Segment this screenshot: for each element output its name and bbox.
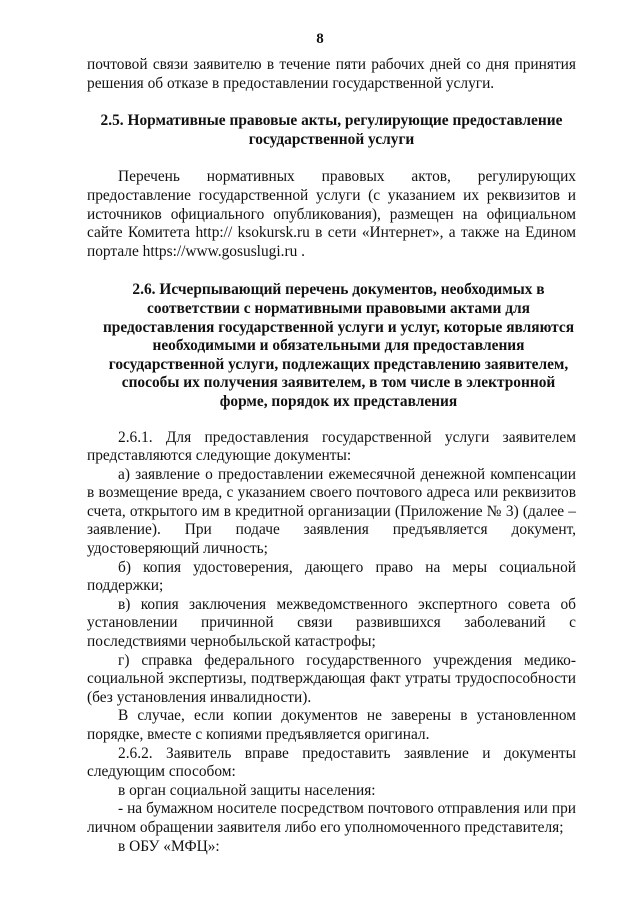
line-social-protection-organ: в орган социальной защиты населения: xyxy=(118,781,376,799)
section-heading-2-5: 2.5. Нормативные правовые акты, регулирующие предоставление государственной услуги xyxy=(100,112,563,148)
line-mfc: в ОБУ «МФЦ»: xyxy=(118,837,220,855)
paragraph-continuation: почтовой связи заявителю в течение пяти рабочих дней со дня принятия решения об отказе в предоставлении государственной услуги. xyxy=(87,56,576,92)
list-item-g: г) справка федерального государственного учреждения медико-социальной экспертизы, подтверждающая факт утраты трудоспособности (без установления инвалидности). xyxy=(87,651,576,706)
section-heading-2-6: 2.6. Исчерпывающий перечень документов, необходимых в соответствии с нормативными правовыми актами для предоставления государственной услуги и услуг, которые являются необходимыми и обязательными для предоставления государственной услуги, подлежащих представлению заявителем, способы их получения заявителем, в том числе в электронной форме, порядок их представления xyxy=(102,281,575,410)
paragraph-2-6-1: 2.6.1. Для предоставления государственной услуги заявителем представляются следующие документы: xyxy=(87,428,576,465)
page-number: 8 xyxy=(316,31,324,47)
paragraph-2-5: Перечень нормативных правовых актов, регулирующих предоставление государственной услуги (с указанием их реквизитов и источников официального опубликования), размещен на официальном сайте Комитета http:// ksokursk.ru в сети «Интернет», а также на Едином портале https://www.gosuslugi.ru . xyxy=(87,168,576,260)
list-item-a: а) заявление о предоставлении ежемесячной денежной компенсации в возмещение вреда, с указанием своего почтового адреса или реквизитов счета, открытого им в кредитной организации (Приложение № 3) (далее – заявление). При подаче заявления предъявляется документ, удостоверяющий личность; xyxy=(87,465,576,558)
list-item-b: б) копия удостоверения, дающего право на меры социальной поддержки; xyxy=(87,558,576,595)
line-paper-carrier: - на бумажном носителе посредством почтового отправления или при личном обращении заявителя либо его уполномоченного представителя; xyxy=(87,800,576,836)
list-item-v: в) копия заключения межведомственного экспертного совета об установлении причинной связи развившихся заболеваний с последствиями чернобыльской катастрофы; xyxy=(87,595,576,651)
paragraph-copies: В случае, если копии документов не заверены в установленном порядке, вместе с копиями предъявляется оригинал. xyxy=(87,707,576,743)
paragraph-2-6-2: 2.6.2. Заявитель вправе предоставить заявление и документы следующим способом: xyxy=(87,744,576,781)
document-body xyxy=(87,56,576,856)
